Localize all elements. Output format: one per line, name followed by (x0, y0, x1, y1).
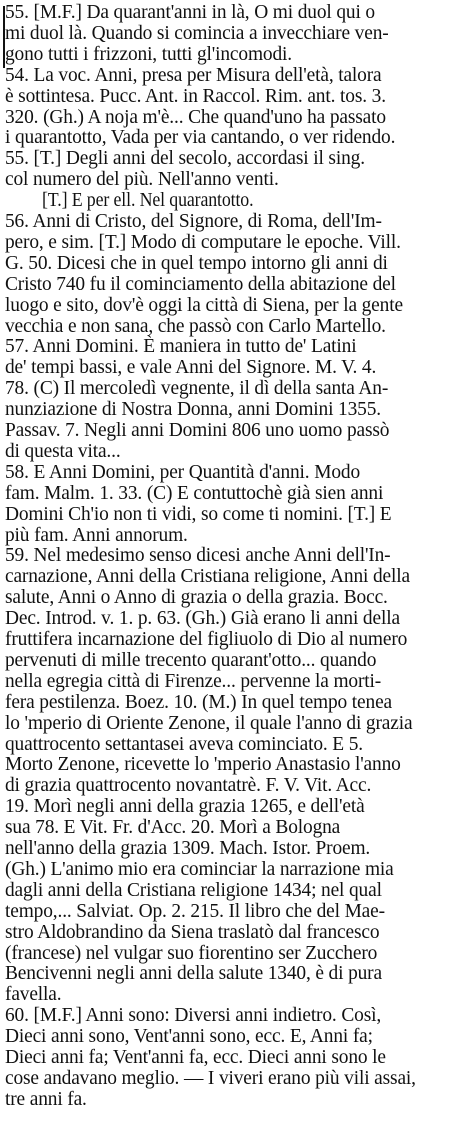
text-line: 320. (Gh.) A noja m'è... Che quand'uno ha passato (5, 106, 386, 128)
text-line: 59. Nel medesimo senso dicesi anche Anni dell'In- (5, 545, 391, 567)
text-line: tempo,... Salviat. Op. 2. 215. Il libro che del Mae- (5, 900, 385, 922)
text-line: vecchia e non sana, che passò con Carlo Martello. (5, 315, 386, 337)
text-line: di questa vita... (5, 440, 121, 462)
text-line: Dieci anni fa; Vent'anni fa, ecc. Dieci anni sono le (5, 1047, 386, 1068)
text-line: (francese) nel vulgar suo fiorentino ser Zucchero (5, 942, 378, 964)
text-line: 78. (C) Il mercoledì vegnente, il dì della santa An- (5, 378, 389, 400)
text-line: 19. Morì negli anni della grazia 1265, e dell'età (5, 796, 365, 818)
text-line: [T.] E per ell. Nel quarantotto. (42, 190, 254, 212)
text-line: Morto Zenone, ricevette lo 'mperio Anastasio l'anno (5, 754, 401, 776)
text-line: più fam. Anni annorum. (5, 524, 188, 546)
text-line: cose andavano meglio. — I viveri erano più vili assai, (5, 1067, 416, 1089)
text-line: de' tempi bassi, e vale Anni del Signore. M. V. 4. (5, 357, 377, 379)
text-line: Domini Ch'io non ti vidi, so come ti nomini. [T.] E (5, 503, 392, 525)
text-line: mi duol là. Quando si comincia a invecchiare ven- (5, 22, 389, 44)
text-line: quattrocento settantasei aveva cominciato. E 5. (5, 733, 363, 755)
text-line: fruttifera incarnazione del figliuolo di Dio al numero (5, 629, 408, 650)
text-line: pero, e sim. [T.] Modo di computare le epoche. Vill. (5, 231, 401, 253)
text-line: salute, Anni o Anno di grazia o della grazia. Bocc. (5, 587, 388, 609)
text-line: è sottintesa. Pucc. Ant. in Raccol. Rim. ant. tos. 3. (5, 85, 386, 107)
text-line: dagli anni della Cristiana religione 1434; nel qual (5, 879, 382, 901)
text-line: 57. Anni Domini. È maniera in tutto de' Latini (5, 336, 357, 358)
text-line: 55. [T.] Degli anni del secolo, accordasi il sing. (5, 148, 365, 170)
text-line: 58. E Anni Domini, per Quantità d'anni. Modo (5, 461, 361, 483)
text-line: luogo e sito, dov'è oggi la città di Siena, per la gente (5, 294, 403, 316)
text-line: di grazia quattrocento novantatrè. F. V. Vit. Acc. (5, 775, 372, 797)
text-line: tre anni fa. (5, 1088, 87, 1110)
text-line: sua 78. E Vit. Fr. d'Acc. 20. Morì a Bologna (5, 817, 341, 839)
text-line: favella. (5, 984, 62, 1006)
text-line: Bencivenni negli anni della salute 1340, è di pura (5, 963, 382, 985)
text-line: Passav. 7. Negli anni Domini 806 uno uomo passò (5, 420, 390, 441)
text-line: (Gh.) L'animo mio era cominciar la narrazione mia (5, 858, 394, 880)
text-line: lo 'mperio di Oriente Zenone, il quale l'anno di grazia (5, 712, 413, 734)
text-line: 56. Anni di Cristo, del Signore, di Roma, dell'Im- (5, 211, 382, 232)
text-line: 54. La voc. Anni, presa per Misura dell'età, talora (5, 64, 382, 86)
text-line: stro Aldobrandino da Siena traslatò dal francesco (5, 921, 380, 943)
text-line: i quarantotto, Vada per via cantando, o ver ridendo. (5, 127, 396, 149)
text-line: pervenuti di mille trecento quarant'otto... quando (5, 649, 377, 671)
text-line: Cristo 740 fu il cominciamento della abitazione del (5, 273, 396, 295)
text-line: 60. [M.F.] Anni sono: Diversi anni indietro. Così, (5, 1005, 382, 1027)
text-line: fam. Malm. 1. 33. (C) E contuttochè già sien anni (5, 482, 384, 504)
text-line: nell'anno della grazia 1309. Mach. Istor. Proem. (5, 838, 371, 859)
text-line: col numero del più. Nell'anno venti. (5, 169, 279, 191)
text-line: gono tutti i frizzoni, tutti gl'incomodi. (5, 43, 292, 65)
text-line: nella egregia città di Firenze... pervenne la morti- (5, 670, 382, 692)
text-line: 55. [M.F.] Da quarant'anni in là, O mi duol qui o (5, 2, 375, 23)
text-line: Dieci anni sono, Vent'anni sono, ecc. E, Anni fa; (5, 1026, 373, 1048)
text-line: fera pestilenza. Boez. 10. (M.) In quel tempo tenea (5, 691, 393, 713)
text-line: Dec. Introd. v. 1. p. 63. (Gh.) Già erano li anni della (5, 608, 400, 630)
text-line: G. 50. Dicesi che in quel tempo intorno gli anni di (5, 252, 388, 274)
text-line: nunziazione di Nostra Donna, anni Domini 1355. (5, 399, 381, 421)
text-line: carnazione, Anni della Cristiana religione, Anni della (5, 566, 410, 588)
